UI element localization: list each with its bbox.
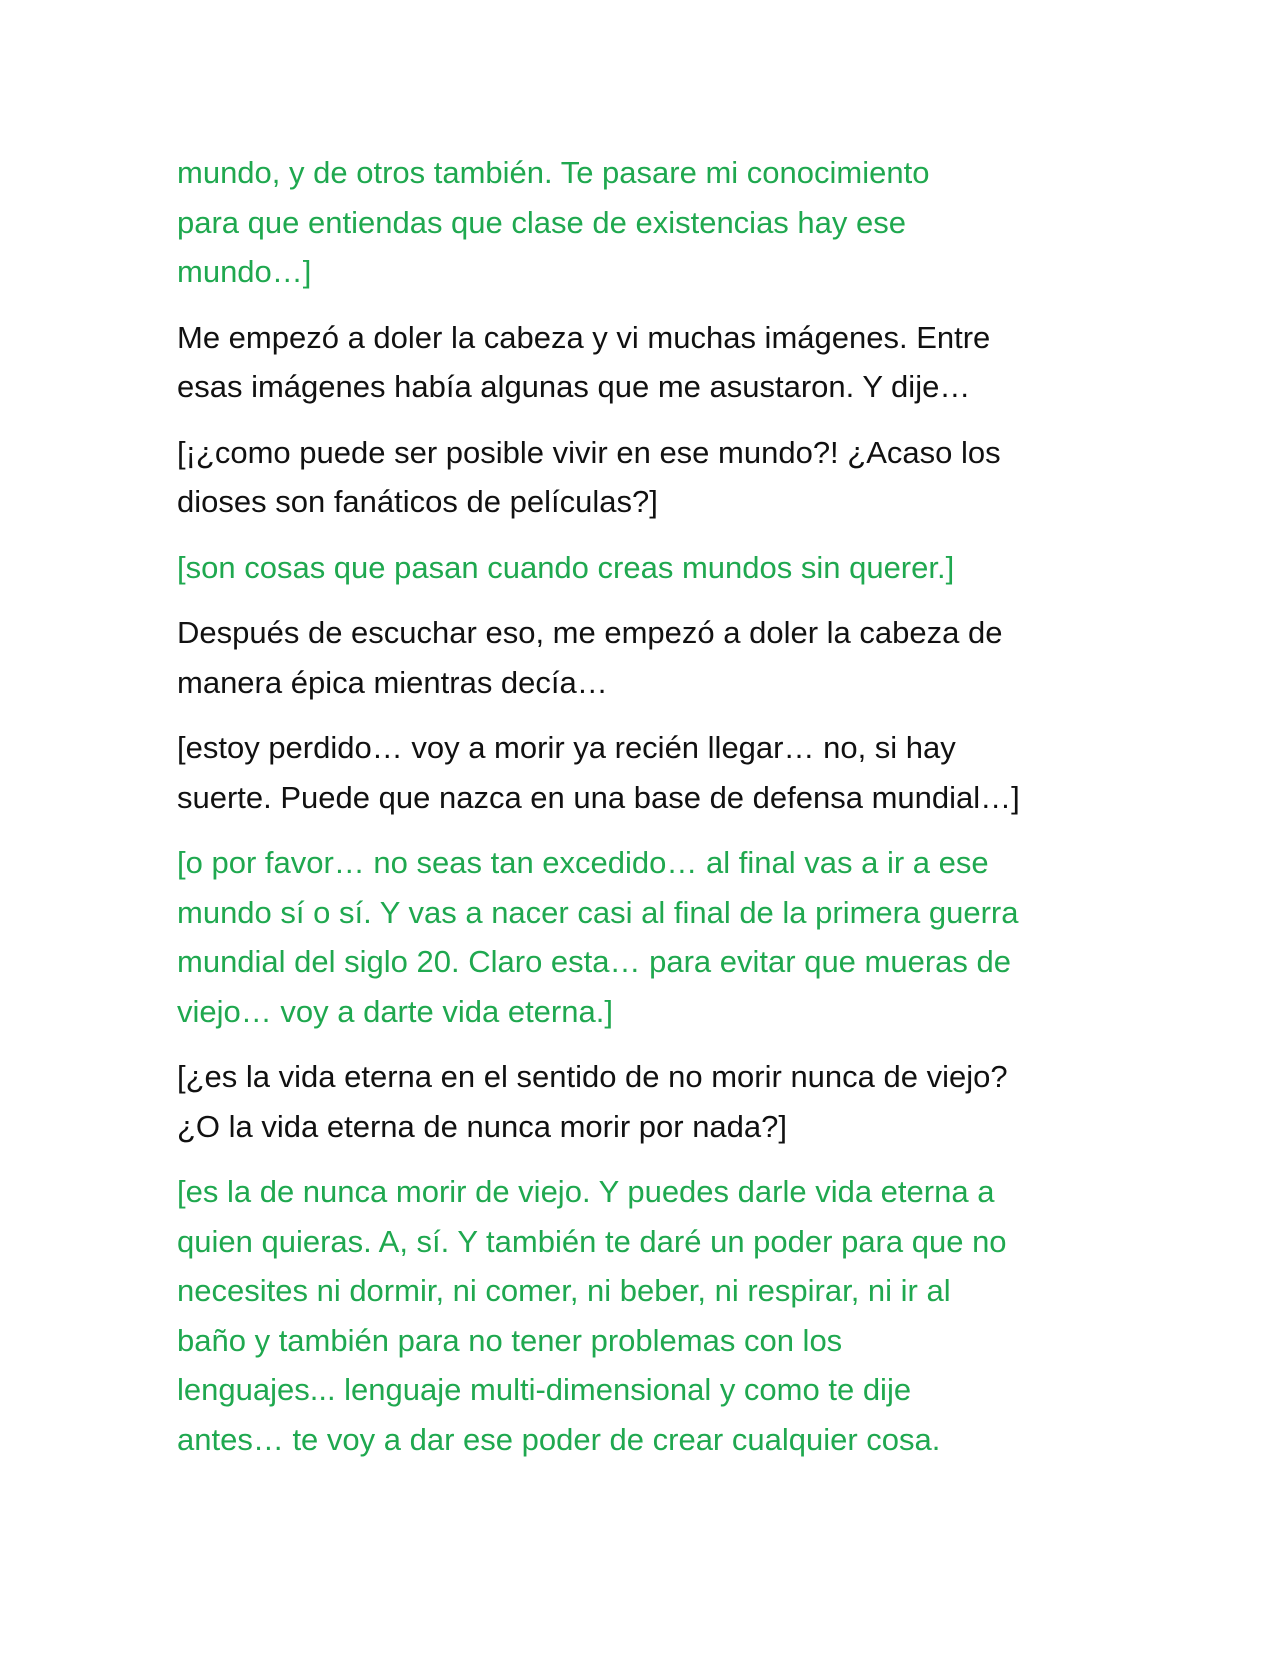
paragraph-lost: [estoy perdido… voy a morir ya recién llegar… no, si hay suerte. Puede que nazca en una base de defensa mundial…] [177,730,1020,815]
paragraph-question-world: [¡¿como puede ser posible vivir en ese mundo?! ¿Acaso los dioses son fanáticos de películas?] [177,434,1001,519]
paragraph-headache-images: Me empezó a doler la cabeza y vi muchas imágenes. Entre esas imágenes había algunas que me asustaron. Y dije… [177,319,991,404]
paragraph-question-eternal-life: [¿es la vida eterna en el sentido de no morir nunca de viejo? ¿O la vida eterna de nunca morir por nada?] [177,1059,1008,1144]
paragraph-voice-accidental-worlds: [son cosas que pasan cuando creas mundos sin querer.] [177,549,955,585]
page-body [177,148,1117,1480]
paragraph-voice-knowledge: mundo, y de otros también. Te pasare mi conocimiento para que entiendas que clase de existencias hay ese mundo…] [177,155,930,289]
paragraph-epic-headache: Después de escuchar eso, me empezó a doler la cabeza de manera épica mientras decía… [177,615,1003,700]
paragraph-voice-powers: [es la de nunca morir de viejo. Y puedes darle vida eterna a quien quieras. A, sí. Y también te daré un poder para que no necesites ni dormir, ni comer, ni beber, ni respirar, ni ir al baño y también para no tener problemas con los lenguajes... lenguaje multi-dimensional y como te dije antes… te voy a dar ese poder de crear cualquier cosa. [177,1174,1007,1457]
paragraph-voice-eternal-life: [o por favor… no seas tan excedido… al final vas a ir a ese mundo sí o sí. Y vas a nacer casi al final de la primera guerra mundial del siglo 20. Claro esta… para evitar que mueras de viejo… voy a darte vida eterna.] [177,845,1019,1029]
